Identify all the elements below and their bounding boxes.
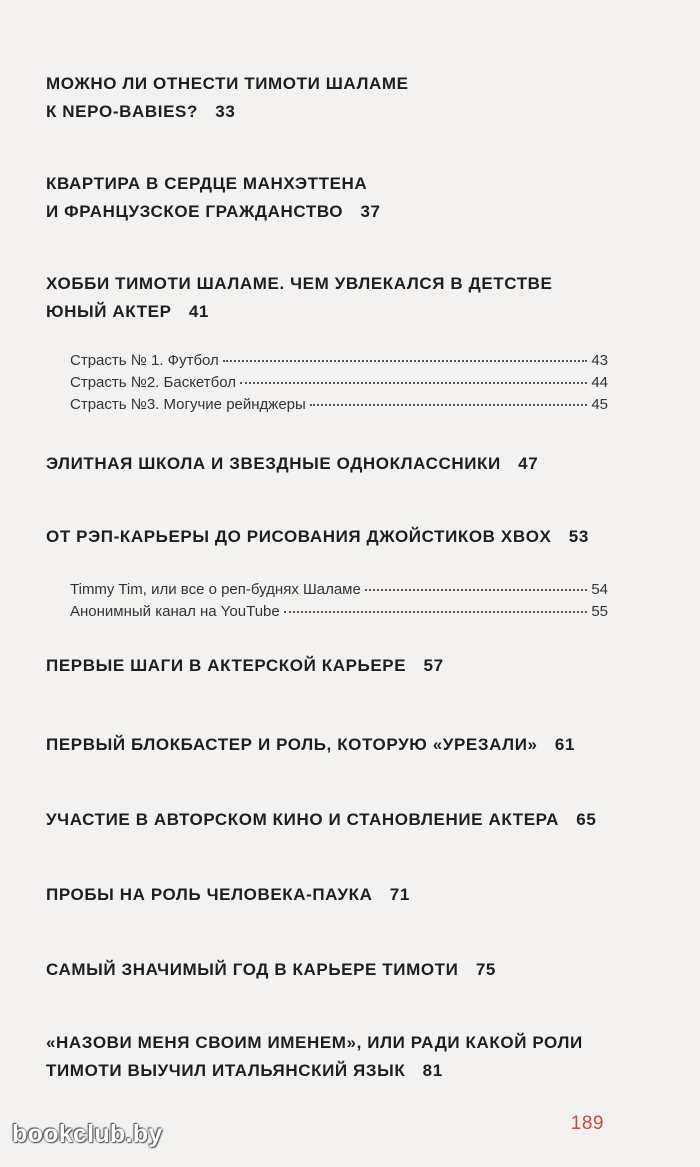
toc-row <box>46 881 608 909</box>
chapter-title-line: ПРОБЫ НА РОЛЬ ЧЕЛОВЕКА-ПАУКА <box>46 885 373 904</box>
toc-chapter <box>46 450 608 478</box>
toc-chapter <box>46 806 608 834</box>
toc-row <box>46 523 608 551</box>
leader-dots <box>310 404 588 406</box>
toc-chapter <box>46 731 608 759</box>
chapter-title-line: ЭЛИТНАЯ ШКОЛА И ЗВЕЗДНЫЕ ОДНОКЛАССНИКИ <box>46 454 501 473</box>
toc-chapter <box>46 881 608 909</box>
page-number: 57 <box>423 656 444 675</box>
toc-row <box>46 956 608 984</box>
folio-page-number: 189 <box>570 1113 604 1134</box>
page-number: 37 <box>360 202 381 221</box>
toc-row <box>46 98 608 126</box>
leader-dots <box>240 382 587 384</box>
page-number: 71 <box>389 885 410 904</box>
page-number: 55 <box>591 603 608 620</box>
subsection-title: Анонимный канал на YouTube <box>70 603 280 620</box>
toc-subsection <box>70 601 608 623</box>
chapter-title-line: ХОББИ ТИМОТИ ШАЛАМЕ. ЧЕМ УВЛЕКАЛСЯ В ДЕТСТВЕ <box>46 274 553 293</box>
toc-chapter <box>46 1029 608 1085</box>
chapter-title-line: МОЖНО ЛИ ОТНЕСТИ ТИМОТИ ШАЛАМЕ <box>46 74 409 93</box>
toc-chapter <box>46 70 608 126</box>
page-number: 33 <box>215 102 236 121</box>
site-watermark: bookclub.by <box>12 1120 163 1148</box>
page-number: 54 <box>591 581 608 598</box>
toc-subsection <box>70 350 608 372</box>
toc-subsection-list <box>70 350 608 416</box>
page-number: 65 <box>576 810 597 829</box>
page-number: 43 <box>591 352 608 369</box>
chapter-title-line: ОТ РЭП-КАРЬЕРЫ ДО РИСОВАНИЯ ДЖОЙСТИКОВ XBOX <box>46 527 552 546</box>
chapter-title-line: К NEPO-BABIES? <box>46 102 198 121</box>
subsection-title: Страсть №3. Могучие рейнджеры <box>70 396 306 413</box>
page-number: 53 <box>568 527 589 546</box>
chapter-title-line: ЮНЫЙ АКТЕР <box>46 302 172 321</box>
page-number: 44 <box>591 374 608 391</box>
toc-row <box>46 450 608 478</box>
chapter-title-line: КВАРТИРА В СЕРДЦЕ МАНХЭТТЕНА <box>46 174 368 193</box>
toc-row <box>46 731 608 759</box>
chapter-title-line: ТИМОТИ ВЫУЧИЛ ИТАЛЬЯНСКИЙ ЯЗЫК <box>46 1061 406 1080</box>
toc-row <box>46 806 608 834</box>
toc-subsection <box>70 579 608 601</box>
leader-dots <box>365 589 587 591</box>
leader-dots <box>223 360 588 362</box>
toc-chapter <box>46 652 608 680</box>
toc-row <box>46 298 608 326</box>
toc-chapter <box>46 523 608 551</box>
chapter-title-line: «НАЗОВИ МЕНЯ СВОИМ ИМЕНЕМ», ИЛИ РАДИ КАКОЙ РОЛИ <box>46 1033 583 1052</box>
subsection-title: Страсть №2. Баскетбол <box>70 374 236 391</box>
chapter-title-line: ПЕРВЫЙ БЛОКБАСТЕР И РОЛЬ, КОТОРУЮ «УРЕЗАЛИ» <box>46 735 538 754</box>
subsection-title: Страсть № 1. Футбол <box>70 352 219 369</box>
toc-subsection-list <box>70 579 608 623</box>
toc-row <box>46 652 608 680</box>
toc-chapter <box>46 170 608 226</box>
toc-chapter <box>46 270 608 326</box>
page-number: 75 <box>475 960 496 979</box>
page-number: 41 <box>188 302 209 321</box>
toc-row <box>46 198 608 226</box>
page-number: 45 <box>591 396 608 413</box>
page-number: 47 <box>518 454 539 473</box>
toc-subsection <box>70 372 608 394</box>
chapter-title-line: САМЫЙ ЗНАЧИМЫЙ ГОД В КАРЬЕРЕ ТИМОТИ <box>46 960 459 979</box>
toc-row <box>46 1057 608 1085</box>
page-number: 61 <box>554 735 576 754</box>
page-number: 81 <box>422 1061 443 1080</box>
toc-subsection <box>70 394 608 416</box>
chapter-title-line: И ФРАНЦУЗСКОЕ ГРАЖДАНСТВО <box>46 202 344 221</box>
chapter-title-line: УЧАСТИЕ В АВТОРСКОМ КИНО И СТАНОВЛЕНИЕ АКТЕРА <box>46 810 559 829</box>
chapter-title-line: ПЕРВЫЕ ШАГИ В АКТЕРСКОЙ КАРЬЕРЕ <box>46 656 407 675</box>
subsection-title: Timmy Tim, или все о реп-буднях Шаламе <box>70 581 361 598</box>
toc-chapter <box>46 956 608 984</box>
leader-dots <box>284 611 588 613</box>
